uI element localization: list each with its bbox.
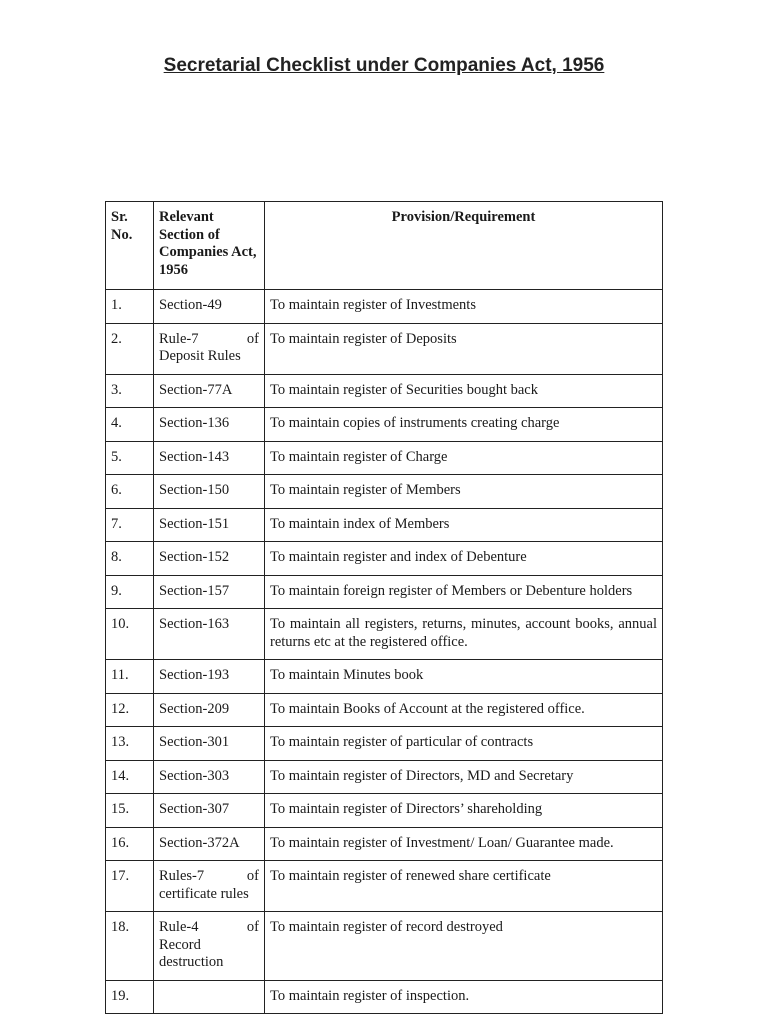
table-row (106, 475, 663, 509)
row-provision: To maintain copies of instruments creating charge (265, 408, 663, 442)
row-provision: To maintain register of record destroyed (265, 912, 663, 981)
row-sr-no: 2. (106, 323, 154, 374)
page-title: Secretarial Checklist under Companies Act, 1956 (163, 55, 605, 76)
row-provision: To maintain register of Investments (265, 290, 663, 324)
table-row (106, 660, 663, 694)
row-sr-no: 11. (106, 660, 154, 694)
row-provision: To maintain Books of Account at the registered office. (265, 693, 663, 727)
row-sr-no: 9. (106, 575, 154, 609)
row-provision: To maintain foreign register of Members or Debenture holders (265, 575, 663, 609)
row-section: Section-49 (154, 290, 265, 324)
row-section: Rule-7 of Deposit Rules (154, 323, 265, 374)
row-sr-no: 7. (106, 508, 154, 542)
row-provision: To maintain Minutes book (265, 660, 663, 694)
table-row (106, 912, 663, 981)
table-row (106, 290, 663, 324)
row-sr-no: 15. (106, 794, 154, 828)
table-row (106, 980, 663, 1014)
table-header-row (106, 202, 663, 290)
row-provision: To maintain register of Directors, MD and Secretary (265, 760, 663, 794)
table-row (106, 542, 663, 576)
row-sr-no: 5. (106, 441, 154, 475)
row-provision: To maintain register of Deposits (265, 323, 663, 374)
row-provision: To maintain register of particular of contracts (265, 727, 663, 761)
table-row (106, 374, 663, 408)
checklist-table (105, 201, 663, 1014)
row-sr-no: 18. (106, 912, 154, 981)
row-section: Rules-7 of certificate rules (154, 861, 265, 912)
row-sr-no: 4. (106, 408, 154, 442)
row-sr-no: 1. (106, 290, 154, 324)
row-sr-no: 13. (106, 727, 154, 761)
row-provision: To maintain register of inspection. (265, 980, 663, 1014)
row-sr-no: 12. (106, 693, 154, 727)
table-row (106, 408, 663, 442)
row-provision: To maintain register of Members (265, 475, 663, 509)
row-section: Section-157 (154, 575, 265, 609)
table-row (106, 323, 663, 374)
row-section: Section-193 (154, 660, 265, 694)
row-sr-no: 6. (106, 475, 154, 509)
table-row (106, 827, 663, 861)
row-provision: To maintain register of Directors’ shareholding (265, 794, 663, 828)
row-sr-no: 10. (106, 609, 154, 660)
table-row (106, 760, 663, 794)
row-section: Section-163 (154, 609, 265, 660)
row-section: Section-136 (154, 408, 265, 442)
row-provision: To maintain register and index of Debenture (265, 542, 663, 576)
table-row (106, 794, 663, 828)
row-section: Section-77A (154, 374, 265, 408)
table-body (106, 290, 663, 1014)
row-provision: To maintain register of Securities bought back (265, 374, 663, 408)
row-section: Section-143 (154, 441, 265, 475)
row-sr-no: 17. (106, 861, 154, 912)
row-section: Section-152 (154, 542, 265, 576)
row-sr-no: 8. (106, 542, 154, 576)
row-sr-no: 16. (106, 827, 154, 861)
table-row (106, 861, 663, 912)
row-section: Section-303 (154, 760, 265, 794)
header-sr-no: Sr. No. (106, 202, 154, 290)
row-provision: To maintain index of Members (265, 508, 663, 542)
row-section: Section-151 (154, 508, 265, 542)
row-section: Section-307 (154, 794, 265, 828)
row-section: Section-372A (154, 827, 265, 861)
row-provision: To maintain register of renewed share certificate (265, 861, 663, 912)
row-section: Rule-4 of Record destruction (154, 912, 265, 981)
table-row (106, 693, 663, 727)
row-sr-no: 3. (106, 374, 154, 408)
table-row (106, 727, 663, 761)
row-provision: To maintain all registers, returns, minutes, account books, annual returns etc at the registered office. (265, 609, 663, 660)
table-row (106, 508, 663, 542)
table-row (106, 575, 663, 609)
table-row (106, 441, 663, 475)
header-provision: Provision/Requirement (265, 202, 663, 290)
row-section: Section-150 (154, 475, 265, 509)
row-sr-no: 19. (106, 980, 154, 1014)
row-section (154, 980, 265, 1014)
header-relevant-section: Relevant Section of Companies Act, 1956 (154, 202, 265, 290)
row-provision: To maintain register of Investment/ Loan/ Guarantee made. (265, 827, 663, 861)
table-row (106, 609, 663, 660)
row-sr-no: 14. (106, 760, 154, 794)
row-section: Section-209 (154, 693, 265, 727)
row-section: Section-301 (154, 727, 265, 761)
row-provision: To maintain register of Charge (265, 441, 663, 475)
